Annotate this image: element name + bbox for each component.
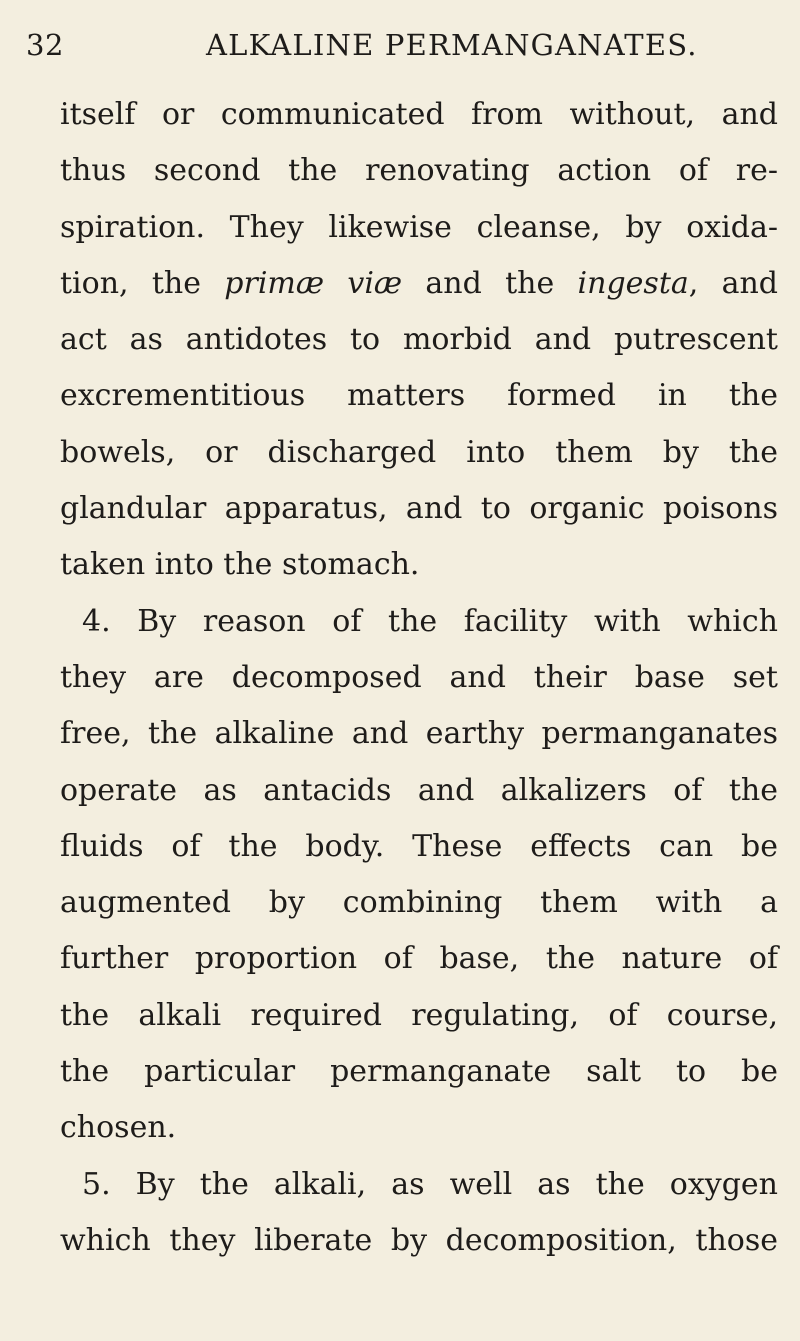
text-line-6: excrementitious matters formed in the xyxy=(60,378,778,414)
text-line-14: fluids of the body. These effects can be xyxy=(60,828,778,864)
page-number: 32 xyxy=(26,28,64,62)
text-line-13: operate as antacids and alkalizers of the xyxy=(60,772,778,808)
text-line-4 xyxy=(60,256,778,312)
paragraph-5-line-1: 5. By the alkali, as well as the oxygen xyxy=(82,1166,778,1202)
text-segment: , and xyxy=(688,265,779,301)
running-title: ALKALINE PERMANGANATES. xyxy=(206,28,698,62)
text-line-12: free, the alkaline and earthy permanganates xyxy=(60,716,778,752)
text-segment: and the xyxy=(402,265,578,301)
italic-word-ingesta: ingesta xyxy=(577,265,689,301)
text-line-9: taken into the stomach. xyxy=(60,547,420,583)
text-line-17: the alkali required regulating, of course, xyxy=(60,997,778,1033)
text-line-11: they are decomposed and their base set xyxy=(60,659,778,695)
text-line-18: the particular permanganate salt to be xyxy=(60,1054,778,1090)
body-text xyxy=(60,87,778,1269)
text-line-15: augmented by combining them with a xyxy=(60,885,778,921)
running-head xyxy=(26,20,746,70)
text-line-19: chosen. xyxy=(60,1110,177,1146)
text-line-21: which they liberate by decomposition, those xyxy=(60,1222,778,1258)
text-line-7: bowels, or discharged into them by the xyxy=(60,434,778,470)
text-line-1: itself or communicated from without, and xyxy=(60,97,778,132)
text-line-3: spiration. They likewise cleanse, by oxida- xyxy=(60,209,778,245)
text-segment: tion, the xyxy=(60,265,225,301)
text-line-2: thus second the renovating action of re- xyxy=(60,153,778,189)
text-line-8: glandular apparatus, and to organic poisons xyxy=(60,491,778,527)
italic-phrase-primae-viae: primæ viæ xyxy=(224,265,403,301)
paragraph-4-line-1: 4. By reason of the facility with which xyxy=(82,603,778,639)
text-line-5: act as antidotes to morbid and putrescent xyxy=(60,322,778,358)
text-line-16: further proportion of base, the nature of xyxy=(60,941,778,977)
